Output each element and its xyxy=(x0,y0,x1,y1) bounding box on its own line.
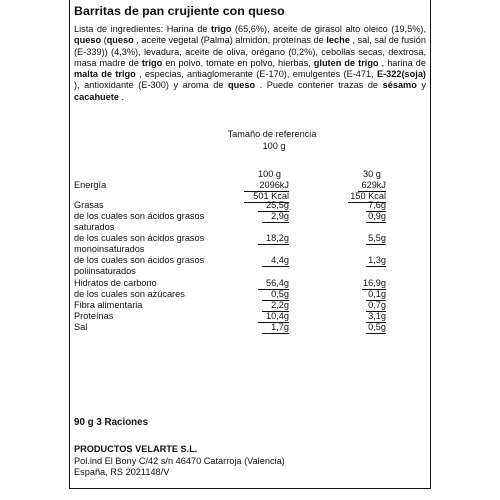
value-100g: 25,5g xyxy=(258,200,289,212)
allergen-text: E-322(soja) xyxy=(376,69,426,80)
ingredient-text: , especias, antiaglomerante (E-170), emulgentes (E-471, xyxy=(135,69,377,80)
nutrient-label: de los cuales son azúcares xyxy=(74,289,185,299)
company-registry: España, RS 2021148/V xyxy=(74,467,170,477)
nutrient-label: de los cuales son ácidos grasos saturados xyxy=(74,211,205,233)
value-30g: 3,1g xyxy=(366,311,386,323)
reference-value: 100 g xyxy=(262,140,286,151)
ingredient-text: , harina de xyxy=(378,57,426,68)
package-size: 90 g 3 Raciones xyxy=(74,417,149,428)
company-name: PRODUCTOS VELARTE S.L. xyxy=(74,444,198,454)
allergen-text: queso xyxy=(106,35,134,46)
value-100g: 2,9g xyxy=(262,211,289,223)
ingredient-text: . Puede contener trazas de xyxy=(255,80,383,91)
product-title: Barritas de pan crujiente con queso xyxy=(74,4,285,18)
value-30g: 0,5g xyxy=(366,322,386,334)
value-100g-kcal: 501 Kcal xyxy=(244,191,289,203)
nutrient-label: de los cuales son ácidos grasos poliinsaturados xyxy=(74,255,205,277)
allergen-text: malta de trigo xyxy=(74,69,136,80)
nutrient-label: Sal xyxy=(74,322,88,332)
value-100g: 4,4g xyxy=(262,255,289,267)
value-30g-kcal: 150 Kcal xyxy=(348,191,386,203)
allergen-text: gluten de trigo xyxy=(313,57,379,68)
allergen-text: leche xyxy=(326,35,350,46)
value-30g: 0,1g xyxy=(366,289,386,301)
allergen-text: trigo xyxy=(141,57,163,68)
ingredient-text: ), antioxidante (E-300) y aroma de xyxy=(74,80,229,91)
value-30g: 0,7g xyxy=(366,300,386,312)
nutrient-label: de los cuales son ácidos grasos monoinsaturados xyxy=(74,233,205,255)
reference-label: Tamaño de referencia xyxy=(227,129,317,139)
nutrient-label: Fibra alimentaria xyxy=(74,300,143,310)
value-100g: 0,5g xyxy=(262,289,289,301)
column-header-30g: 30 g xyxy=(363,169,381,179)
value-100g: 2,2g xyxy=(262,300,289,312)
value-100g: 56,4g xyxy=(258,278,289,290)
ingredient-text: (65,6%), aceite de girasol alto oleico (19,5%), xyxy=(231,24,426,34)
nutrient-label: Energía xyxy=(74,180,107,190)
value-100g-kj: 2096kJ xyxy=(244,180,289,192)
company-info xyxy=(74,444,285,479)
ingredient-text: . xyxy=(118,91,125,102)
value-100g: 18,2g xyxy=(258,233,289,245)
value-30g: 7,6g xyxy=(366,200,386,212)
allergen-text: queso xyxy=(228,80,256,91)
ingredients-list xyxy=(74,24,426,103)
ingredient-text: , aceite vegetal (Palma) almidón, proteínas de xyxy=(133,35,327,46)
ingredient-text: Lista de ingredientes: Harina de xyxy=(74,24,212,34)
value-30g: 1,3g xyxy=(366,255,386,267)
allergen-text: cacahuete xyxy=(74,91,119,102)
allergen-text: trigo xyxy=(211,24,232,34)
value-30g: 5,5g xyxy=(366,233,386,245)
reference-size xyxy=(224,129,324,152)
company-address: Pol.ind El Bony C/42 s/n 46470 Catarroja (Valencia) xyxy=(74,455,285,466)
value-100g: 1,7g xyxy=(262,322,289,334)
ingredient-text: ( xyxy=(101,35,107,46)
value-100g: 10,4g xyxy=(258,311,289,323)
value-30g-kj: 629kJ xyxy=(358,180,386,192)
nutrient-label: Grasas xyxy=(74,200,104,210)
nutrient-label: Proteínas xyxy=(74,311,114,321)
ingredient-text: , sal, sal de fusión (E-339)) (4,3%), levadura, aceite de oliva, orégano (0,2%), cebollas secas, dextrosa, masa madre de xyxy=(74,35,426,68)
nutrient-label: Hidratos de carbono xyxy=(74,278,157,288)
allergen-text: queso xyxy=(74,35,102,46)
allergen-text: sésamo xyxy=(382,80,417,91)
ingredient-text: y xyxy=(416,80,427,91)
column-header-100g: 100 g xyxy=(258,169,281,179)
value-30g: 0,9g xyxy=(366,211,386,223)
ingredient-text: en polvo, tomate en polvo, hierbas, xyxy=(162,57,314,68)
value-30g: 16,9g xyxy=(362,278,386,290)
